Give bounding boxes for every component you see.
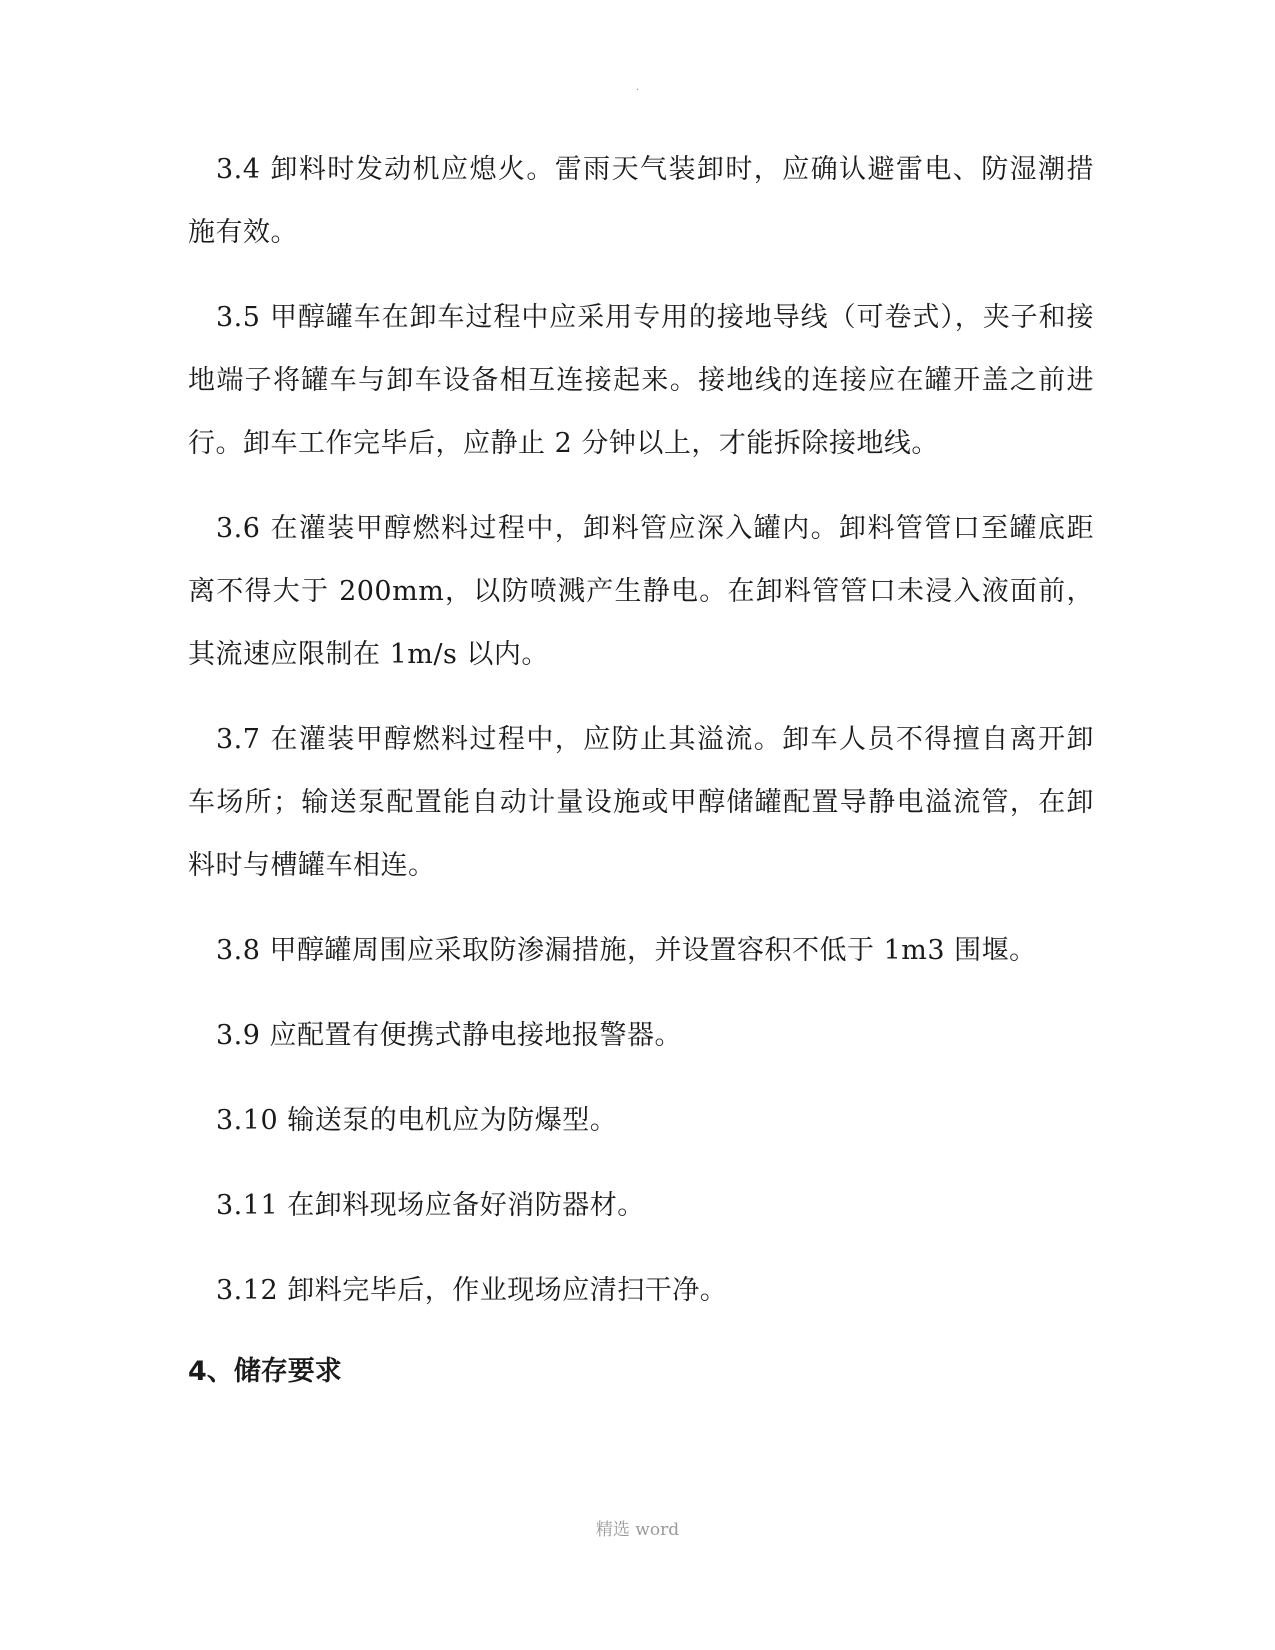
paragraph-3-12: 3.12 卸料完毕后，作业现场应清扫干净。 bbox=[216, 1275, 728, 1306]
section-heading: 4、储存要求 bbox=[188, 1356, 342, 1387]
paragraph-3-11: 3.11 在卸料现场应备好消防器材。 bbox=[216, 1190, 645, 1221]
paragraph-3-10: 3.10 输送泵的电机应为防爆型。 bbox=[216, 1105, 618, 1136]
paragraph-3-8: 3.8 甲醇罐周围应采取防渗漏措施，并设置容积不低于 1m3 围堰。 bbox=[216, 935, 1037, 966]
paragraph-3-7: 3.7 在灌装甲醇燃料过程中，应防止其溢流。卸车人员不得擅自离开卸车场所；输送泵配置能自动计量设施或甲醇储罐配置导静电溢流管，在卸料时与槽罐车相连。 bbox=[188, 724, 1094, 881]
header-mark: . bbox=[635, 82, 640, 93]
page-footer: 精选 word bbox=[595, 1520, 680, 1540]
paragraph-3-5: 3.5 甲醇罐车在卸车过程中应采用专用的接地导线（可卷式），夹子和接地端子将罐车与卸车设备相互连接起来。接地线的连接应在罐开盖之前进行。卸车工作完毕后，应静止 2 分钟以上，才能拆除接地线。 bbox=[188, 302, 1094, 459]
paragraph-3-6: 3.6 在灌装甲醇燃料过程中，卸料管应深入罐内。卸料管管口至罐底距离不得大于 200mm，以防喷溅产生静电。在卸料管管口未浸入液面前，其流速应限制在 1m/s 以内。 bbox=[188, 513, 1094, 670]
paragraph-3-9: 3.9 应配置有便携式静电接地报警器。 bbox=[216, 1020, 683, 1051]
paragraph-3-4: 3.4 卸料时发动机应熄火。雷雨天气装卸时，应确认避雷电、防湿潮措施有效。 bbox=[188, 154, 1094, 248]
document-body bbox=[188, 138, 1094, 1400]
